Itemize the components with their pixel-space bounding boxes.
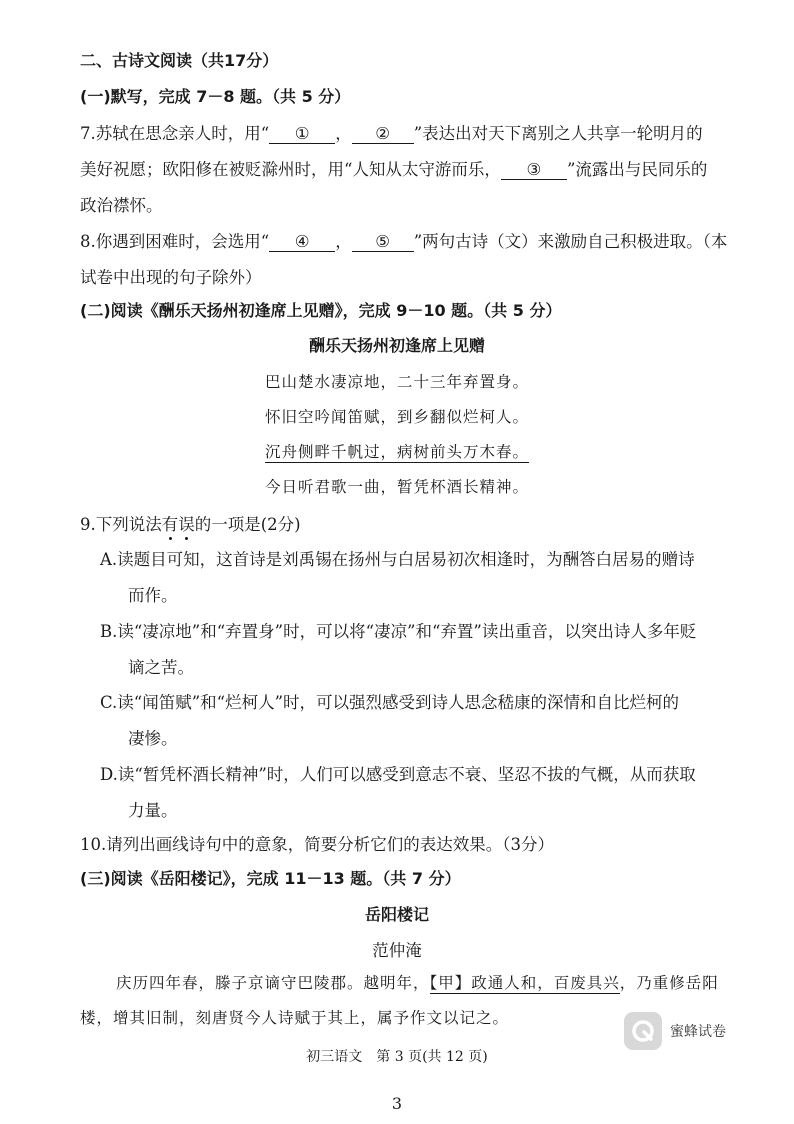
emph-char-2: 误 xyxy=(178,515,195,534)
essay-text-c: ，乃重修岳阳 xyxy=(619,974,719,992)
q9-stem xyxy=(80,511,301,535)
blank-4[interactable]: ④ xyxy=(269,232,335,252)
q7-line3: 政治襟怀。 xyxy=(80,196,163,215)
poem-line-3-underlined xyxy=(0,440,794,462)
page-footer: 初三语文 第 3 页(共 12 页) xyxy=(306,1049,488,1065)
essay-line-2: 楼，增其旧制，刻唐贤今人诗赋于其上，属予作文以记之。 xyxy=(80,1009,510,1027)
watermark-text: 蜜蜂试卷 xyxy=(670,1024,726,1040)
part3-header: (三)阅读《岳阳楼记》，完成 11－13 题。（共 7 分） xyxy=(80,869,461,888)
option-a-line2: 而作。 xyxy=(128,586,178,605)
essay-underlined-jia: 【甲】政通人和，百废具兴 xyxy=(429,974,620,992)
q8-sep: ， xyxy=(335,232,352,251)
essay-text-a: 庆历四年春，滕子京谪守巴陵郡。越明年， xyxy=(116,974,430,992)
q7-text-c: 美好祝愿；欧阳修在被贬滁州时，用“人知从太守游而乐， xyxy=(80,160,501,179)
q8-text-b: ”两句古诗（文）来激励自己积极进取。（本 xyxy=(413,232,728,251)
option-b-line2: 谪之苦。 xyxy=(128,658,194,677)
blank-3[interactable]: ③ xyxy=(501,160,567,180)
blank-5[interactable]: ⑤ xyxy=(352,232,414,252)
poem-line-1: 巴山楚水凄凉地，二十三年弃置身。 xyxy=(264,373,529,391)
essay-line-1 xyxy=(116,971,719,993)
q9-emphasis xyxy=(162,515,195,534)
poem-title: 酬乐天扬州初逢席上见赠 xyxy=(308,336,485,355)
q8-line2: 试卷中出现的句子除外） xyxy=(80,268,262,287)
bee-logo-glyph xyxy=(630,1018,656,1044)
blank-1[interactable]: ① xyxy=(269,124,335,144)
emph-char-1: 有 xyxy=(161,515,179,534)
option-d-line2: 力量。 xyxy=(128,801,178,820)
underlined-poem-line: 沉舟侧畔千帆过，病树前头万木春。 xyxy=(264,443,529,461)
q7-line1 xyxy=(80,120,703,144)
section-title: 二、古诗文阅读（共17分） xyxy=(80,51,279,70)
q7-text-b: ”表达出对天下离别之人共享一轮明月的 xyxy=(413,124,703,143)
option-a-line1: A.读题目可知，这首诗是刘禹锡在扬州与白居易初次相逢时，为酬答白居易的赠诗 xyxy=(100,550,695,569)
q9-text-a: 9.下列说法 xyxy=(80,515,162,534)
q7-text-a: 7.苏轼在思念亲人时，用“ xyxy=(80,124,270,143)
q9-text-c: 的一项是(2分) xyxy=(194,515,301,534)
q7-line2 xyxy=(80,156,707,180)
q7-sep: ， xyxy=(335,124,352,143)
essay-author: 范仲淹 xyxy=(372,941,422,960)
option-d-line1: D.读“暂凭杯酒长精神”时，人们可以感受到意志不衰、坚忍不拔的气概，从而获取 xyxy=(100,765,696,784)
q10: 10.请列出画线诗句中的意象，简要分析它们的表达效果。（3分） xyxy=(80,835,554,854)
poem-line-2: 怀旧空吟闻笛赋，到乡翻似烂柯人。 xyxy=(264,408,529,426)
option-c-line1: C.读“闻笛赋”和“烂柯人”时，可以强烈感受到诗人思念嵇康的深情和自比烂柯的 xyxy=(100,693,680,712)
q8-text-a: 8.你遇到困难时，会选用“ xyxy=(80,232,270,251)
essay-title: 岳阳楼记 xyxy=(364,905,429,924)
part2-header: (二)阅读《酬乐天扬州初逢席上见赠》，完成 9－10 题。（共 5 分） xyxy=(80,301,562,320)
q8-line1 xyxy=(80,228,727,252)
page-number: 3 xyxy=(391,1094,403,1113)
poem-line-4: 今日听君歌一曲，暂凭杯酒长精神。 xyxy=(264,478,529,496)
q7-text-d: ”流露出与民同乐的 xyxy=(566,160,708,179)
blank-2[interactable]: ② xyxy=(352,124,414,144)
part1-header: (一)默写，完成 7－8 题。（共 5 分） xyxy=(80,87,351,106)
option-b-line1: B.读“凄凉地”和“弃置身”时，可以将“凄凉”和“弃置”读出重音，以突出诗人多年贬 xyxy=(100,622,697,641)
bee-logo-icon xyxy=(624,1012,662,1050)
option-c-line2: 凄惨。 xyxy=(128,729,178,748)
